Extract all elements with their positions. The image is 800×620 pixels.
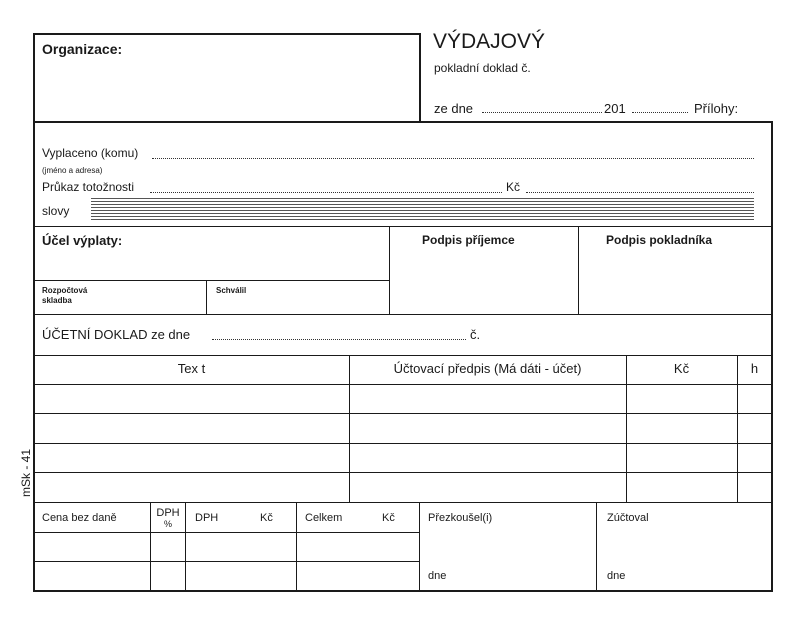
table-header-top-line bbox=[33, 355, 773, 356]
accounting-number-label: č. bbox=[470, 327, 481, 342]
vat-pct-label-line1: DPH bbox=[156, 507, 180, 519]
accounting-document-label: ÚČETNÍ DOKLAD ze dne bbox=[42, 327, 191, 342]
currency-label: Kč bbox=[506, 180, 521, 194]
price-no-vat-label: Cena bez daně bbox=[42, 512, 117, 524]
footer-divider-3 bbox=[296, 502, 297, 590]
id-card-label: Průkaz totožnosti bbox=[42, 180, 135, 194]
signature-divider bbox=[578, 226, 579, 314]
footer-row-line-2 bbox=[33, 561, 420, 562]
year-dots bbox=[632, 112, 688, 113]
table-row-line-1 bbox=[33, 384, 773, 385]
form-code: mSk - 41 bbox=[19, 449, 33, 498]
budget-label-line1: Rozpočtová bbox=[42, 286, 88, 295]
table-col-divider-3 bbox=[737, 355, 738, 502]
table-row-line-3 bbox=[33, 443, 773, 444]
purpose-divider bbox=[389, 226, 390, 314]
footer-divider-2 bbox=[185, 502, 186, 590]
id-card-dots bbox=[150, 192, 502, 193]
organization-label: Organizace: bbox=[42, 41, 123, 57]
budget-divider bbox=[206, 280, 207, 314]
document-title: VÝDAJOVÝ bbox=[433, 30, 546, 53]
currency-dots bbox=[526, 192, 754, 193]
attachments-label: Přílohy: bbox=[694, 101, 739, 116]
name-address-hint: (jméno a adresa) bbox=[42, 166, 103, 175]
table-bottom-line bbox=[33, 502, 773, 503]
table-col-divider-2 bbox=[626, 355, 627, 502]
recipient-signature-label: Podpis příjemce bbox=[422, 233, 515, 247]
date-right-label: dne bbox=[607, 570, 626, 582]
footer-divider-5 bbox=[596, 502, 597, 590]
purpose-label: Účel výplaty: bbox=[42, 233, 123, 248]
table-row-line-2 bbox=[33, 413, 773, 414]
col-text-header: Tex t bbox=[177, 361, 206, 376]
approved-label: Schválil bbox=[216, 286, 247, 295]
table-col-divider-1 bbox=[349, 355, 350, 502]
reviewed-label: Přezkoušel(i) bbox=[428, 512, 493, 524]
date-dots bbox=[482, 112, 602, 113]
accounting-top-line bbox=[33, 314, 773, 315]
vat-pct-label-line2: % bbox=[163, 519, 172, 529]
col-h-header: h bbox=[750, 361, 759, 376]
table-row-line-4 bbox=[33, 472, 773, 473]
col-kc-header: Kč bbox=[673, 361, 690, 376]
cashier-signature-label: Podpis pokladníka bbox=[606, 233, 713, 247]
date-label: ze dne bbox=[434, 101, 474, 116]
total-label: Celkem bbox=[305, 512, 343, 524]
words-label: slovy bbox=[42, 204, 70, 218]
accounting-date-dots bbox=[212, 339, 466, 340]
footer-row-line-1 bbox=[33, 532, 420, 533]
vat-kc-label: Kč bbox=[260, 512, 273, 524]
posted-label: Zúčtoval bbox=[607, 512, 649, 524]
date-left-label: dne bbox=[428, 570, 447, 582]
total-kc-label: Kč bbox=[382, 512, 395, 524]
document-subtitle: pokladní doklad č. bbox=[434, 61, 531, 75]
budget-label-line2: skladba bbox=[42, 296, 72, 305]
vat-label: DPH bbox=[195, 512, 219, 524]
budget-top-line bbox=[33, 280, 390, 281]
words-lines bbox=[91, 198, 754, 220]
paid-to-label: Vyplaceno (komu) bbox=[42, 146, 139, 160]
paid-to-dots bbox=[152, 158, 754, 159]
purpose-top-line bbox=[33, 226, 773, 227]
year-label: 201 bbox=[604, 101, 626, 116]
footer-divider-4 bbox=[419, 502, 420, 590]
col-posting-header: Účtovací předpis (Má dáti - účet) bbox=[393, 361, 582, 376]
